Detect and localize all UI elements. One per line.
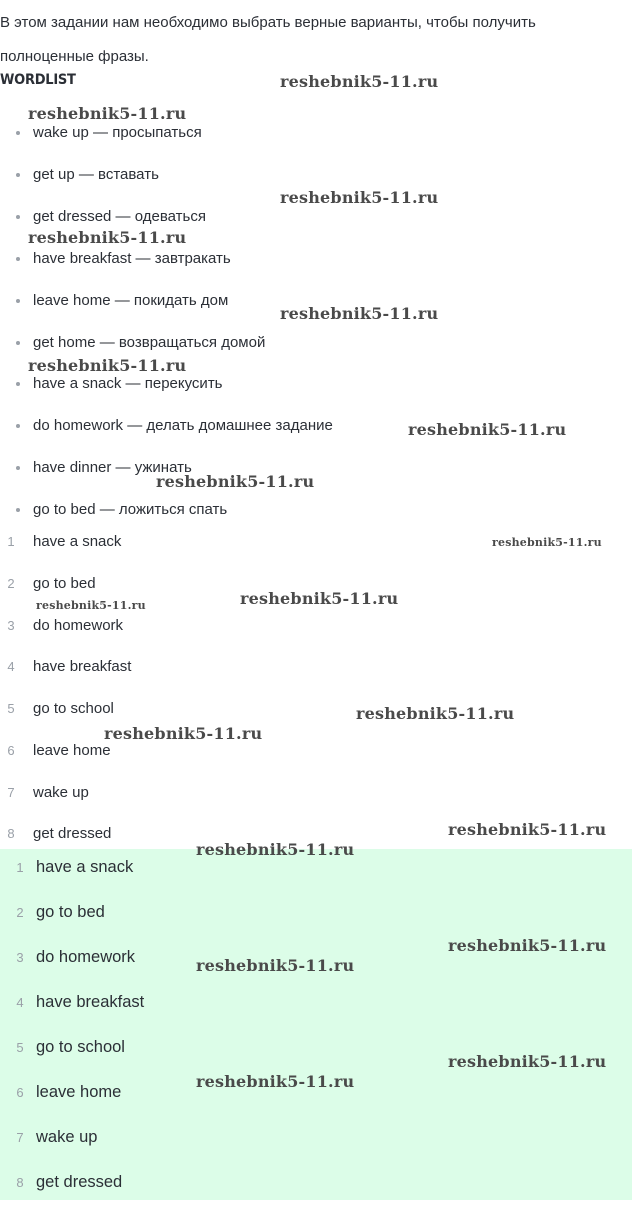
watermark: reshebnik5-11.ru [492, 536, 602, 549]
bullet-icon [16, 131, 20, 135]
bullet-icon [16, 173, 20, 177]
numbered-item-text: get dressed [33, 824, 112, 842]
wordlist-item-text: get dressed — одеваться [33, 207, 206, 225]
numbered-item-text: go to bed [33, 574, 96, 592]
bullet-icon [16, 382, 20, 386]
bullet-icon [16, 508, 20, 512]
watermark: reshebnik5-11.ru [28, 104, 187, 123]
wordlist-item-text: get home — возвращаться домой [33, 333, 266, 351]
wordlist-item-text: do homework — делать домашнее задание [33, 416, 333, 434]
answer-item-text: do homework [36, 947, 136, 966]
item-number: 1 [16, 859, 24, 875]
numbered-item-text: have breakfast [33, 657, 132, 675]
bullet-icon [16, 299, 20, 303]
watermark: reshebnik5-11.ru [36, 599, 146, 612]
answer-item-text: have a snack [36, 857, 134, 876]
watermark: reshebnik5-11.ru [448, 936, 607, 955]
watermark: reshebnik5-11.ru [448, 1052, 607, 1071]
item-number: 3 [7, 617, 15, 633]
numbered-item-text: wake up [33, 783, 89, 801]
watermark: reshebnik5-11.ru [356, 704, 515, 723]
item-number: 6 [16, 1084, 24, 1100]
answer-item-text: go to bed [36, 902, 105, 921]
answer-item-text: wake up [36, 1127, 98, 1146]
item-number: 5 [16, 1039, 24, 1055]
watermark: reshebnik5-11.ru [104, 724, 263, 743]
numbered-item-text: leave home [33, 741, 111, 759]
wordlist-item-text: wake up — просыпаться [33, 123, 202, 141]
wordlist-heading: WORDLIST [0, 72, 76, 88]
watermark: reshebnik5-11.ru [280, 72, 439, 91]
watermark: reshebnik5-11.ru [28, 228, 187, 247]
intro-text: В этом задании нам необходимо выбрать верные варианты, чтобы получить полноценные фразы. [0, 14, 536, 65]
watermark: reshebnik5-11.ru [28, 356, 187, 375]
item-number: 1 [7, 533, 15, 549]
item-number: 2 [16, 904, 24, 920]
answer-item-text: get dressed [36, 1172, 123, 1191]
item-number: 3 [16, 949, 24, 965]
bullet-icon [16, 215, 20, 219]
bullet-icon [16, 257, 20, 261]
watermark: reshebnik5-11.ru [280, 304, 439, 323]
item-number: 8 [16, 1174, 24, 1190]
watermark: reshebnik5-11.ru [280, 188, 439, 207]
bullet-icon [16, 341, 20, 345]
item-number: 7 [7, 784, 15, 800]
item-number: 7 [16, 1129, 24, 1145]
item-number: 6 [7, 742, 15, 758]
watermark: reshebnik5-11.ru [196, 840, 355, 859]
item-number: 5 [7, 700, 15, 716]
numbered-item-text: have a snack [33, 532, 122, 550]
item-number: 8 [7, 825, 15, 841]
wordlist-item-text: have a snack — перекусить [33, 374, 223, 392]
wordlist-item-text: have dinner — ужинать [33, 458, 192, 476]
watermark: reshebnik5-11.ru [408, 420, 567, 439]
watermark: reshebnik5-11.ru [240, 589, 399, 608]
wordlist-item-text: go to bed — ложиться спать [33, 500, 228, 518]
item-number: 4 [7, 658, 15, 674]
watermark: reshebnik5-11.ru [196, 1072, 355, 1091]
item-number: 4 [16, 994, 24, 1010]
numbered-item-text: do homework [33, 616, 124, 634]
numbered-item-text: go to school [33, 699, 114, 717]
answer-item-text: go to school [36, 1037, 125, 1056]
answer-item-text: have breakfast [36, 992, 145, 1011]
answer-item-text: leave home [36, 1082, 122, 1101]
bullet-icon [16, 466, 20, 470]
watermark: reshebnik5-11.ru [156, 472, 315, 491]
bullet-icon [16, 424, 20, 428]
wordlist-item-text: leave home — покидать дом [33, 291, 229, 309]
wordlist-item-text: have breakfast — завтракать [33, 249, 231, 267]
wordlist-item-text: get up — вставать [33, 165, 159, 183]
item-number: 2 [7, 575, 15, 591]
watermark: reshebnik5-11.ru [196, 956, 355, 975]
watermark: reshebnik5-11.ru [448, 820, 607, 839]
